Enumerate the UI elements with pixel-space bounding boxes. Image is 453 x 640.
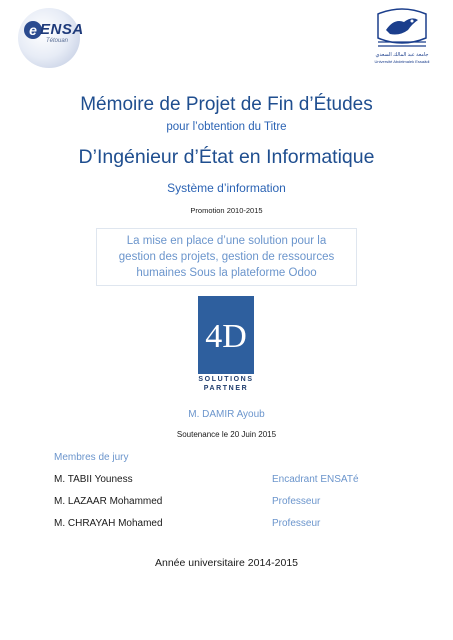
partner-logo-mark: 4D — [205, 318, 247, 355]
ensa-logo — [18, 8, 84, 68]
jury-member-role: Professeur — [272, 496, 321, 507]
subject-line: La mise en place d’une solution pour la — [126, 235, 327, 247]
subject-line: gestion des projets, gestion de ressources — [118, 251, 335, 263]
jury-member-name: M. CHRAYAH Mohamed — [54, 518, 163, 529]
university-emblem-icon — [372, 8, 432, 52]
university-logo — [372, 8, 432, 66]
partner-logo-line-1: SOLUTIONS — [198, 376, 254, 383]
jury-member-name: M. LAZAAR Mohammed — [54, 496, 163, 507]
jury-member-name: M. TABII Youness — [54, 474, 133, 485]
subject-line: humaines Sous la plateforme Odoo — [136, 267, 317, 279]
document-subtitle: pour l’obtention du Titre — [166, 121, 287, 133]
ensa-logo-text: ENSA — [40, 21, 84, 38]
ensa-logo-subtext: Tétouan — [46, 38, 69, 44]
jury-member-role: Encadrant ENSATé — [272, 474, 359, 485]
academic-year: Année universitaire 2014-2015 — [154, 557, 299, 569]
degree-title: D’Ingénieur d’État en Informatique — [78, 146, 375, 168]
defense-date: Soutenance le 20 Juin 2015 — [176, 430, 277, 439]
university-name-arabic: جامعة عبد المالك السعدي — [375, 52, 429, 58]
jury-member-role: Professeur — [272, 518, 321, 529]
ensa-logo-e-icon: e — [24, 21, 42, 39]
university-name: Université Abdelmalek Essaâdi — [374, 59, 430, 64]
partner-logo — [198, 296, 254, 397]
partner-logo-line-2: PARTNER — [203, 385, 249, 392]
author-name: M. DAMIR Ayoub — [188, 409, 265, 420]
speciality: Système d’information — [167, 181, 286, 195]
jury-heading: Membres de jury — [54, 452, 129, 463]
promotion: Promotion 2010-2015 — [190, 206, 263, 215]
document-title: Mémoire de Projet de Fin d’Études — [80, 94, 373, 115]
subject-box — [96, 228, 357, 286]
